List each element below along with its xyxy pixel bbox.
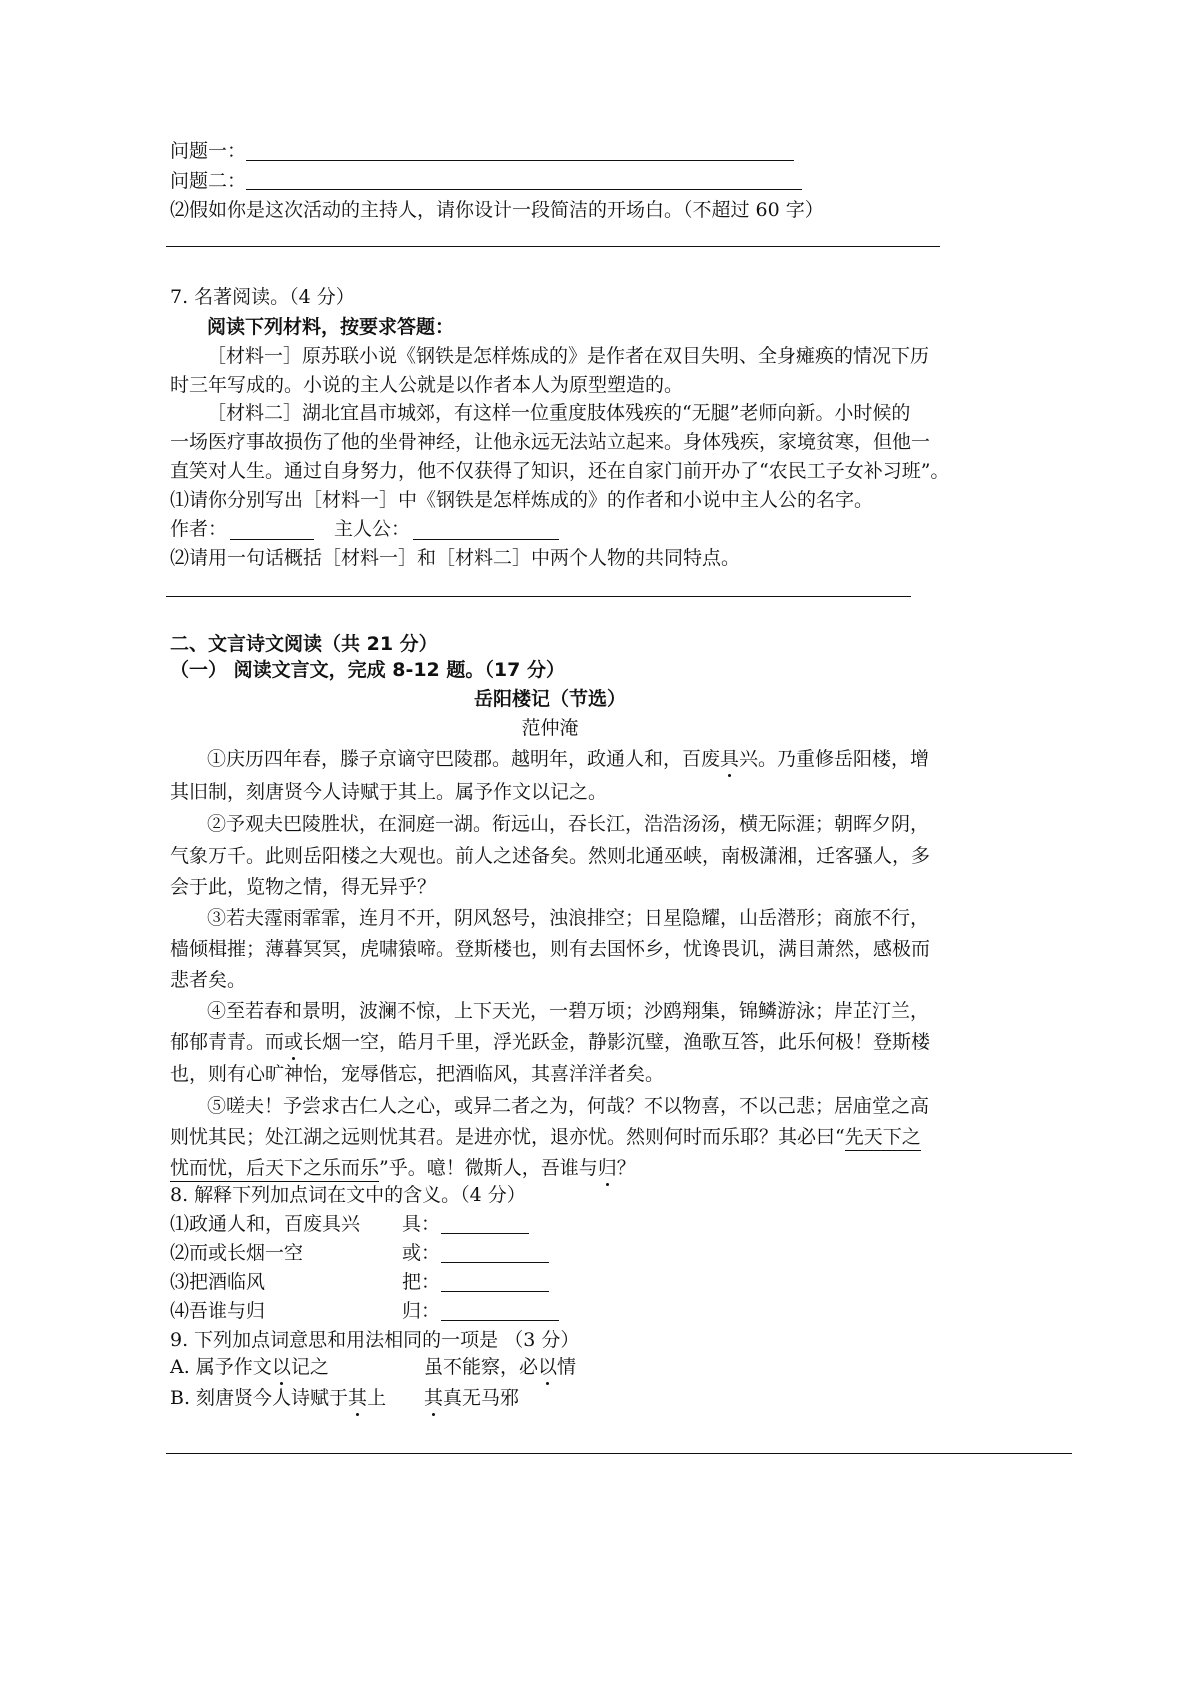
- q8-item1-answer-line[interactable]: [441, 1233, 529, 1234]
- q7-material2-line2: 一场医疗事故损伤了他的坐骨神经，让他永远无法站立起来。身体残疾，家境贫寒，但他一: [170, 431, 931, 453]
- q8-item4-word: 归：: [402, 1300, 441, 1322]
- q8-heading: 8. 解释下列加点词在文中的含义。（4 分）: [170, 1184, 526, 1206]
- hero-answer-line[interactable]: [413, 539, 559, 540]
- q8-item4-phrase: ⑷吾谁与归: [170, 1300, 266, 1322]
- dotted-word: 其: [424, 1387, 444, 1409]
- q7-material1-line1: ［材料一］原苏联小说《钢铁是怎样炼成的》是作者在双目失明、全身瘫痪的情况下历: [207, 345, 930, 367]
- passage-p3-line3: 悲者矣。: [170, 969, 247, 991]
- passage-p1-line2: 其旧制，刻唐贤今人诗赋于其上。属予作文以记之。: [170, 781, 608, 803]
- q8-item1-word: 具：: [402, 1213, 441, 1235]
- q8-item1-phrase: ⑴政通人和，百废具兴: [170, 1213, 361, 1235]
- passage-p5-line1: ⑤嗟夫！予尝求古仁人之心，或异二者之为，何哉？不以物喜，不以己悲；居庙堂之高: [207, 1095, 930, 1117]
- dotted-word: 其: [348, 1387, 368, 1409]
- q8-item2-phrase: ⑵而或长烟一空: [170, 1242, 304, 1264]
- passage-p2-line2: 气象万千。此则岳阳楼之大观也。前人之述备矣。然则北通巫峡，南极潇湘，迁客骚人，多: [170, 845, 931, 867]
- underlined-quote: 先天下之: [845, 1126, 921, 1151]
- passage-p4-line1: ④至若春和景明，波澜不惊，上下天光，一碧万顷；沙鸥翔集，锦鳞游泳；岸芷汀兰，: [207, 1000, 930, 1022]
- q7-material1-line2: 时三年写成的。小说的主人公就是以作者本人为原型塑造的。: [170, 374, 684, 396]
- dotted-word: 或: [284, 1031, 304, 1053]
- q9-option-a-compare: 虽不能察，必以情: [424, 1356, 577, 1378]
- problem1-answer-line[interactable]: [246, 160, 794, 161]
- q7-sub1: ⑴请你分别写出［材料一］中《钢铁是怎样炼成的》的作者和小说中主人公的名字。: [170, 489, 874, 511]
- q7-material2-line3: 直笑对人生。通过自身努力，他不仅获得了知识，还在自家门前开办了“农民工子女补习班”。: [170, 460, 950, 482]
- passage-author: 范仲淹: [521, 717, 579, 739]
- passage-p4-line2: 郁郁青青。而或长烟一空，皓月千里，浮光跃金，静影沉璧，渔歌互答，此乐何极！登斯楼: [170, 1031, 931, 1053]
- author-label: 作者：: [170, 518, 228, 540]
- dotted-word: 以: [538, 1356, 558, 1378]
- q7-instruction: 阅读下列材料，按要求答题：: [207, 316, 455, 338]
- q8-item3-word: 把：: [402, 1271, 441, 1293]
- q7-material2-line1: ［材料二］湖北宜昌市城郊，有这样一位重度肢体残疾的“无腿”老师向新。小时候的: [207, 402, 911, 424]
- q9-option-a[interactable]: A. 属予作文以记之: [170, 1356, 329, 1378]
- q8-item3-phrase: ⑶把酒临风: [170, 1271, 266, 1293]
- passage-p5-line3: 忧而忧，后天下之乐而乐”乎。噫！微斯人，吾谁与归？: [170, 1157, 636, 1179]
- q8-item2-word: 或：: [402, 1242, 441, 1264]
- section2-part1: （一） 阅读文言文，完成 8-12 题。（17 分）: [170, 659, 565, 681]
- q7-sub2: ⑵请用一句话概括［材料一］和［材料二］中两个人物的共同特点。: [170, 547, 741, 569]
- passage-p2-line1: ②予观夫巴陵胜状，在洞庭一湖。衔远山，吞长江，浩浩汤汤，横无际涯；朝晖夕阴，: [207, 813, 930, 835]
- q9-heading: 9. 下列加点词意思和用法相同的一项是 （3 分）: [170, 1329, 580, 1351]
- passage-p1-line1: ①庆历四年春，滕子京谪守巴陵郡。越明年，政通人和，百废具兴。乃重修岳阳楼，增: [207, 748, 930, 770]
- dotted-word: 归: [597, 1157, 617, 1179]
- page-bottom-rule: [166, 1453, 1072, 1454]
- passage-p2-line3: 会于此，览物之情，得无异乎？: [170, 876, 437, 898]
- q8-item4-answer-line[interactable]: [441, 1320, 559, 1321]
- underlined-quote: 忧而忧，后天下之乐而乐: [170, 1157, 379, 1182]
- author-answer-line[interactable]: [230, 539, 314, 540]
- dotted-word: 以: [271, 1356, 291, 1378]
- passage-p4-line3: 也，则有心旷神怡，宠辱偕忘，把酒临风，其喜洋洋者矣。: [170, 1063, 665, 1085]
- q9-option-b[interactable]: B. 刻唐贤今人诗赋于其上: [170, 1387, 387, 1409]
- problem2-label: 问题二：: [170, 170, 247, 192]
- q6-sub2-answer-line[interactable]: [166, 246, 940, 247]
- passage-p5-line2: 则忧其民；处江湖之远则忧其君。是进亦忧，退亦忧。然则何时而乐耶？其必曰“先天下之: [170, 1126, 921, 1148]
- hero-label: 主人公：: [334, 518, 411, 540]
- q7-heading: 7. 名著阅读。（4 分）: [170, 286, 355, 308]
- passage-p3-line2: 樯倾楫摧；薄暮冥冥，虎啸猿啼。登斯楼也，则有去国怀乡，忧谗畏讥，满目萧然，感极而: [170, 938, 931, 960]
- problem1-label: 问题一：: [170, 140, 247, 162]
- q8-item2-answer-line[interactable]: [441, 1262, 549, 1263]
- section2-heading: 二、文言诗文阅读（共 21 分）: [170, 633, 438, 655]
- dotted-word: 具: [720, 748, 740, 770]
- q8-item3-answer-line[interactable]: [441, 1291, 549, 1292]
- q6-sub2: ⑵假如你是这次活动的主持人，请你设计一段简洁的开场白。（不超过 60 字）: [170, 199, 824, 221]
- passage-title: 岳阳楼记（节选）: [473, 688, 626, 710]
- q9-option-b-compare: 其真无马邪: [424, 1387, 520, 1409]
- problem2-answer-line[interactable]: [246, 189, 802, 190]
- q7-sub2-answer-line[interactable]: [166, 596, 911, 597]
- passage-p3-line1: ③若夫霪雨霏霏，连月不开，阴风怒号，浊浪排空；日星隐耀，山岳潜形；商旅不行，: [207, 907, 930, 929]
